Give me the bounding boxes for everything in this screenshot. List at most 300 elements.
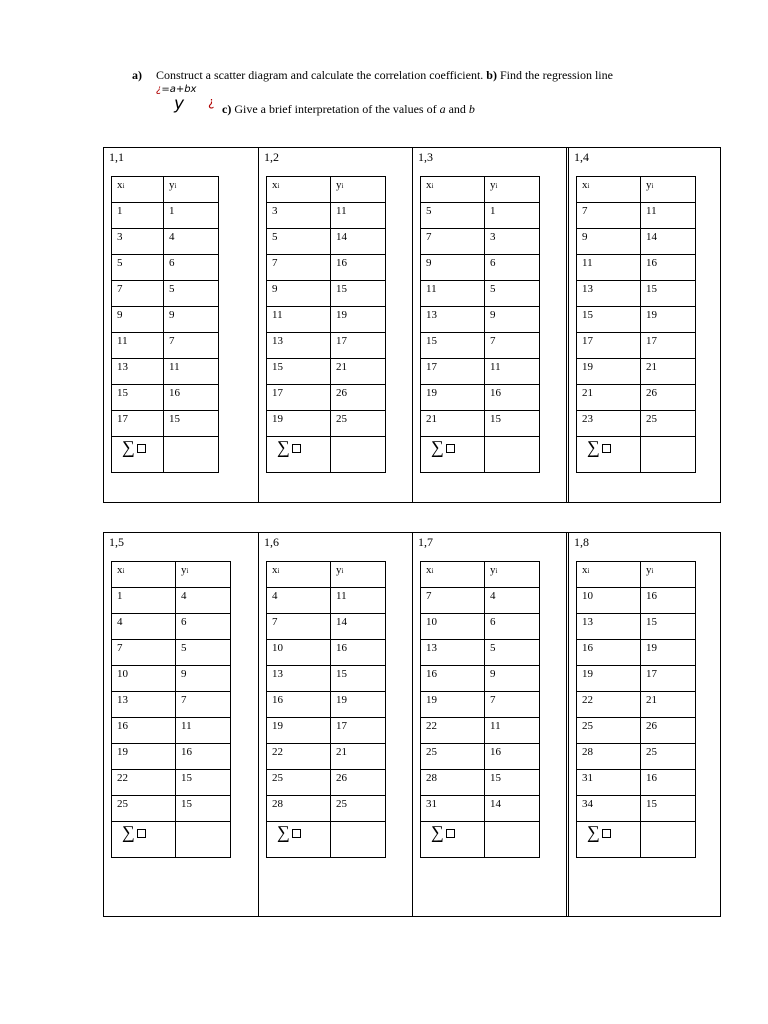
table-row	[267, 255, 386, 281]
cell-y: 14	[485, 796, 540, 822]
table-row	[421, 692, 540, 718]
cell-y: 14	[641, 229, 696, 255]
subscript: i	[122, 567, 125, 575]
placeholder-box-icon	[137, 444, 146, 453]
cell-y: 25	[331, 796, 386, 822]
header-yi: yi	[164, 177, 219, 203]
sum-x-cell: ∑	[421, 822, 485, 858]
sum-y-cell	[164, 437, 219, 473]
table-header-row	[577, 562, 696, 588]
sum-row	[577, 437, 696, 473]
table-row	[267, 796, 386, 822]
cell-x: 5	[267, 229, 331, 255]
table-row	[577, 588, 696, 614]
subscript: i	[495, 182, 498, 190]
header-xi: xi	[577, 177, 641, 203]
cell-y: 4	[176, 588, 231, 614]
sum-row	[421, 437, 540, 473]
table-row	[267, 744, 386, 770]
cell-y: 5	[485, 281, 540, 307]
exercise-instructions	[0, 0, 768, 130]
data-set-title: 1,6	[264, 535, 279, 549]
subscript: i	[431, 182, 434, 190]
header-xi: xi	[577, 562, 641, 588]
cell-x: 21	[577, 385, 641, 411]
data-set-title: 1,5	[109, 535, 124, 549]
cell-x: 19	[267, 411, 331, 437]
sum-y-cell	[485, 822, 540, 858]
cell-x: 10	[112, 666, 176, 692]
table-row	[112, 359, 219, 385]
data-set-1-6	[258, 533, 412, 916]
table-row	[421, 640, 540, 666]
cell-x: 11	[421, 281, 485, 307]
subscript: i	[277, 182, 280, 190]
cell-x: 16	[267, 692, 331, 718]
cell-x: 15	[421, 333, 485, 359]
cell-x: 11	[112, 333, 164, 359]
table-header-row	[112, 562, 231, 588]
table-row	[421, 718, 540, 744]
cell-x: 4	[267, 588, 331, 614]
cell-y: 7	[485, 692, 540, 718]
cell-y: 5	[485, 640, 540, 666]
table-row	[577, 411, 696, 437]
table-row	[112, 666, 231, 692]
table-row	[577, 796, 696, 822]
table-row	[577, 333, 696, 359]
cell-x: 23	[577, 411, 641, 437]
table-header-row	[267, 177, 386, 203]
cell-x: 13	[577, 614, 641, 640]
table-header-row	[421, 177, 540, 203]
cell-y: 17	[641, 666, 696, 692]
sum-y-cell	[641, 822, 696, 858]
cell-y: 1	[164, 203, 219, 229]
cell-x: 22	[577, 692, 641, 718]
subscript: i	[587, 567, 590, 575]
cell-x: 25	[112, 796, 176, 822]
xy-table	[420, 176, 540, 473]
header-xi: xi	[267, 562, 331, 588]
table-row	[577, 229, 696, 255]
cell-x: 10	[577, 588, 641, 614]
cell-y: 26	[641, 385, 696, 411]
sum-x-cell: ∑	[267, 437, 331, 473]
table-row	[112, 588, 231, 614]
header-yi: yi	[485, 177, 540, 203]
placeholder-box-icon	[446, 829, 455, 838]
cell-x: 4	[112, 614, 176, 640]
cell-y: 9	[164, 307, 219, 333]
cell-x: 1	[112, 203, 164, 229]
cell-x: 13	[577, 281, 641, 307]
table-row	[112, 281, 219, 307]
cell-y: 4	[485, 588, 540, 614]
cell-y: 6	[485, 255, 540, 281]
table-row	[267, 411, 386, 437]
formula-expression: =a+bx	[161, 84, 197, 95]
cell-y: 16	[485, 385, 540, 411]
cell-x: 19	[112, 744, 176, 770]
sum-x-cell: ∑	[112, 822, 176, 858]
table-row	[421, 770, 540, 796]
table-row	[112, 203, 219, 229]
xy-table	[111, 561, 231, 858]
table-row	[421, 203, 540, 229]
cell-x: 19	[421, 385, 485, 411]
subscript: i	[587, 182, 590, 190]
table-row	[577, 692, 696, 718]
cell-x: 3	[112, 229, 164, 255]
xy-table	[420, 561, 540, 858]
cell-y: 3	[485, 229, 540, 255]
cell-y: 21	[331, 744, 386, 770]
cell-y: 19	[641, 640, 696, 666]
cell-y: 25	[331, 411, 386, 437]
cell-x: 9	[267, 281, 331, 307]
cell-y: 21	[331, 359, 386, 385]
table-row	[421, 385, 540, 411]
y-symbol: y	[174, 94, 185, 114]
table-row	[267, 281, 386, 307]
header-xi: xi	[421, 177, 485, 203]
cell-x: 7	[577, 203, 641, 229]
cell-y: 15	[485, 770, 540, 796]
instruction-line-2	[222, 102, 475, 117]
cell-x: 9	[112, 307, 164, 333]
table-row	[421, 333, 540, 359]
table-row	[577, 614, 696, 640]
placeholder-box-icon	[137, 829, 146, 838]
cell-y: 14	[331, 614, 386, 640]
cell-y: 11	[176, 718, 231, 744]
cell-x: 3	[267, 203, 331, 229]
sum-x-cell: ∑	[577, 822, 641, 858]
sum-x-cell: ∑	[112, 437, 164, 473]
table-row	[421, 588, 540, 614]
cell-y: 16	[331, 640, 386, 666]
subscript: i	[277, 567, 280, 575]
cell-x: 22	[421, 718, 485, 744]
cell-y: 19	[641, 307, 696, 333]
part-a-text: Construct a scatter diagram and calculate the correlation coefficient.	[156, 68, 484, 82]
data-set-title: 1,4	[574, 150, 589, 164]
subscript: i	[341, 567, 344, 575]
table-row	[421, 229, 540, 255]
cell-x: 13	[112, 359, 164, 385]
header-yi: yi	[331, 177, 386, 203]
cell-y: 1	[485, 203, 540, 229]
data-set-title: 1,3	[418, 150, 433, 164]
cell-y: 17	[331, 718, 386, 744]
table-row	[112, 796, 231, 822]
cell-y: 15	[176, 770, 231, 796]
cell-x: 5	[112, 255, 164, 281]
placeholder-box-icon	[292, 829, 301, 838]
cell-x: 16	[421, 666, 485, 692]
data-set-title: 1,8	[574, 535, 589, 549]
table-row	[267, 385, 386, 411]
instruction-line-1	[156, 68, 613, 83]
sum-x-cell: ∑	[421, 437, 485, 473]
sum-y-cell	[176, 822, 231, 858]
cell-x: 34	[577, 796, 641, 822]
cell-y: 7	[176, 692, 231, 718]
table-row	[577, 666, 696, 692]
header-xi: xi	[421, 562, 485, 588]
cell-y: 21	[641, 359, 696, 385]
cell-y: 15	[331, 281, 386, 307]
cell-y: 6	[176, 614, 231, 640]
cell-y: 26	[331, 385, 386, 411]
table-row	[112, 385, 219, 411]
table-row	[421, 796, 540, 822]
cell-x: 10	[421, 614, 485, 640]
table-row	[112, 614, 231, 640]
sum-y-cell	[485, 437, 540, 473]
subscript: i	[122, 182, 125, 190]
cell-y: 16	[164, 385, 219, 411]
cell-y: 26	[641, 718, 696, 744]
sum-row	[112, 822, 231, 858]
cell-x: 19	[267, 718, 331, 744]
header-yi: yi	[485, 562, 540, 588]
table-row	[577, 770, 696, 796]
table-row	[112, 307, 219, 333]
part-c-label: c)	[222, 102, 232, 116]
table-row	[267, 333, 386, 359]
cell-y: 7	[164, 333, 219, 359]
table-row	[112, 744, 231, 770]
cell-x: 19	[421, 692, 485, 718]
sum-row	[267, 437, 386, 473]
table-row	[421, 255, 540, 281]
cell-y: 7	[485, 333, 540, 359]
table-row	[267, 229, 386, 255]
table-row	[112, 411, 219, 437]
cell-x: 9	[577, 229, 641, 255]
data-set-1-3	[412, 148, 566, 502]
cell-y: 15	[641, 281, 696, 307]
table-row	[267, 718, 386, 744]
cell-y: 9	[485, 666, 540, 692]
table-row	[421, 281, 540, 307]
sum-y-cell	[641, 437, 696, 473]
table-row	[421, 359, 540, 385]
placeholder-box-icon	[602, 829, 611, 838]
cell-y: 26	[331, 770, 386, 796]
table-row	[421, 614, 540, 640]
cell-y: 19	[331, 307, 386, 333]
data-set-1-1	[104, 148, 258, 502]
cell-x: 13	[421, 307, 485, 333]
cell-x: 28	[577, 744, 641, 770]
cell-y: 6	[164, 255, 219, 281]
cell-x: 15	[112, 385, 164, 411]
cell-x: 17	[577, 333, 641, 359]
table-row	[267, 203, 386, 229]
cell-x: 16	[112, 718, 176, 744]
cell-x: 7	[267, 255, 331, 281]
cell-y: 14	[331, 229, 386, 255]
cell-y: 16	[176, 744, 231, 770]
header-xi: xi	[267, 177, 331, 203]
cell-y: 9	[176, 666, 231, 692]
header-yi: yi	[331, 562, 386, 588]
cell-x: 7	[267, 614, 331, 640]
cell-x: 11	[577, 255, 641, 281]
cell-x: 28	[267, 796, 331, 822]
header-yi: yi	[176, 562, 231, 588]
table-row	[112, 718, 231, 744]
cell-y: 19	[331, 692, 386, 718]
and-text: and	[448, 102, 466, 116]
table-row	[112, 770, 231, 796]
cell-y: 15	[641, 614, 696, 640]
sum-row	[421, 822, 540, 858]
cell-x: 22	[112, 770, 176, 796]
cell-y: 21	[641, 692, 696, 718]
cell-y: 11	[331, 588, 386, 614]
sum-row	[267, 822, 386, 858]
cell-x: 25	[421, 744, 485, 770]
subscript: i	[174, 182, 177, 190]
cell-x: 17	[267, 385, 331, 411]
cell-x: 1	[112, 588, 176, 614]
table-row	[112, 640, 231, 666]
table-row	[112, 692, 231, 718]
cell-y: 15	[164, 411, 219, 437]
cell-x: 13	[267, 666, 331, 692]
data-set-title: 1,7	[418, 535, 433, 549]
formula-placeholder: ¿	[156, 84, 162, 95]
cell-x: 21	[421, 411, 485, 437]
cell-y: 16	[641, 255, 696, 281]
xy-table	[576, 176, 696, 473]
cell-x: 17	[421, 359, 485, 385]
table-row	[421, 411, 540, 437]
table-header-row	[267, 562, 386, 588]
cell-y: 25	[641, 744, 696, 770]
placeholder-box-icon	[602, 444, 611, 453]
cell-x: 5	[421, 203, 485, 229]
cell-y: 16	[641, 770, 696, 796]
cell-x: 15	[267, 359, 331, 385]
part-c-text: Give a brief interpretation of the values of	[234, 102, 437, 116]
cell-x: 16	[577, 640, 641, 666]
table-row	[577, 640, 696, 666]
subscript: i	[651, 567, 654, 575]
table-row	[112, 255, 219, 281]
table-row	[267, 588, 386, 614]
table-row	[577, 359, 696, 385]
cell-y: 17	[641, 333, 696, 359]
data-panel-top	[103, 147, 721, 503]
var-a: a	[439, 102, 446, 116]
sum-row	[112, 437, 219, 473]
table-row	[577, 203, 696, 229]
cell-x: 19	[577, 359, 641, 385]
header-yi: yi	[641, 177, 696, 203]
table-row	[421, 744, 540, 770]
cell-x: 13	[112, 692, 176, 718]
sum-x-cell: ∑	[577, 437, 641, 473]
subscript: i	[495, 567, 498, 575]
cell-x: 13	[267, 333, 331, 359]
data-set-1-5	[104, 533, 258, 916]
table-row	[577, 255, 696, 281]
cell-y: 25	[641, 411, 696, 437]
data-set-1-2	[258, 148, 412, 502]
data-set-1-7	[412, 533, 566, 916]
placeholder-box-icon	[446, 444, 455, 453]
cell-x: 9	[421, 255, 485, 281]
cell-y: 16	[331, 255, 386, 281]
header-xi: xi	[112, 177, 164, 203]
table-row	[421, 307, 540, 333]
table-row	[267, 666, 386, 692]
subscript: i	[431, 567, 434, 575]
table-row	[577, 307, 696, 333]
table-row	[267, 614, 386, 640]
cell-y: 5	[176, 640, 231, 666]
xy-table	[111, 176, 219, 473]
table-header-row	[112, 177, 219, 203]
sum-row	[577, 822, 696, 858]
cell-x: 22	[267, 744, 331, 770]
subscript: i	[186, 567, 189, 575]
part-a-label: a)	[132, 68, 142, 82]
cell-y: 15	[485, 411, 540, 437]
header-yi: yi	[641, 562, 696, 588]
cell-y: 9	[485, 307, 540, 333]
var-b: b	[468, 102, 475, 116]
table-row	[112, 333, 219, 359]
cell-x: 25	[577, 718, 641, 744]
sum-x-cell: ∑	[267, 822, 331, 858]
cell-y: 17	[331, 333, 386, 359]
table-row	[267, 359, 386, 385]
cell-x: 17	[112, 411, 164, 437]
table-row	[267, 307, 386, 333]
cell-x: 19	[577, 666, 641, 692]
cell-y: 16	[641, 588, 696, 614]
cell-y: 16	[485, 744, 540, 770]
data-set-1-8	[566, 533, 722, 916]
table-row	[421, 666, 540, 692]
cell-x: 7	[112, 640, 176, 666]
cell-y: 5	[164, 281, 219, 307]
cell-y: 6	[485, 614, 540, 640]
cell-x: 11	[267, 307, 331, 333]
cell-y: 11	[164, 359, 219, 385]
sum-y-cell	[331, 437, 386, 473]
cell-x: 7	[421, 229, 485, 255]
header-xi: xi	[112, 562, 176, 588]
subscript: i	[651, 182, 654, 190]
data-set-title: 1,2	[264, 150, 279, 164]
cell-y: 4	[164, 229, 219, 255]
cell-x: 10	[267, 640, 331, 666]
cell-x: 31	[421, 796, 485, 822]
cell-x: 7	[112, 281, 164, 307]
table-header-row	[421, 562, 540, 588]
xy-table	[266, 176, 386, 473]
cell-y: 15	[641, 796, 696, 822]
cell-y: 11	[641, 203, 696, 229]
table-header-row	[577, 177, 696, 203]
